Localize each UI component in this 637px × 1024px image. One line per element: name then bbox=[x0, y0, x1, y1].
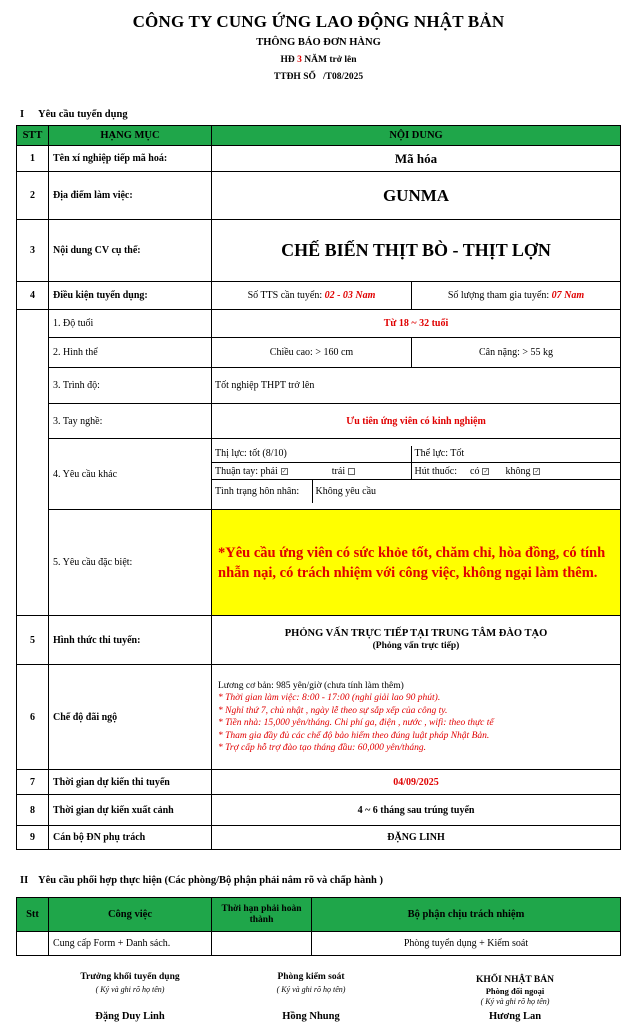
row-label: Chế độ đãi ngộ bbox=[49, 665, 212, 770]
row-label: Địa điểm làm việc: bbox=[49, 172, 212, 220]
section-1-text: Yêu cầu tuyển dụng bbox=[38, 109, 128, 120]
workplace-value: GUNMA bbox=[212, 172, 621, 220]
contract-term bbox=[0, 55, 637, 65]
signature-title: Phòng kiểm soát bbox=[277, 972, 345, 982]
row-stt: 6 bbox=[17, 665, 49, 770]
row-stt: 5 bbox=[17, 616, 49, 665]
document-header bbox=[0, 12, 637, 82]
col-dept: Bộ phận chịu trách nhiệm bbox=[312, 898, 621, 932]
special-req-label: 5. Yêu cầu đặc biệt: bbox=[49, 510, 212, 616]
section-1-roman: I bbox=[20, 109, 25, 120]
table-row bbox=[17, 795, 621, 826]
trainees-needed bbox=[212, 282, 412, 310]
row-stt: 3 bbox=[17, 220, 49, 282]
row-label: Nội dung CV cụ thể: bbox=[49, 220, 212, 282]
eyesight-value: Thị lực: tốt (8/10) bbox=[212, 446, 411, 463]
table-row bbox=[17, 310, 621, 338]
row-label: Điều kiện tuyển dụng: bbox=[49, 282, 212, 310]
table-row bbox=[17, 439, 621, 510]
candidates-count bbox=[412, 282, 621, 310]
smoking bbox=[411, 463, 620, 480]
fitness-value: Thể lực: Tốt bbox=[411, 446, 620, 463]
skill-value: Ưu tiên ứng viên có kinh nghiệm bbox=[212, 404, 621, 439]
benefit-line: * Trợ cấp hỗ trợ đào tạo tháng đầu: 60,000 yên/tháng. bbox=[218, 743, 427, 753]
other-req-table bbox=[212, 446, 620, 503]
contract-suffix: NĂM trở lên bbox=[304, 55, 357, 65]
coordination-table bbox=[16, 897, 621, 956]
signature-recruitment bbox=[50, 972, 210, 1022]
signature-note: ( Ký và ghi rõ họ tên) bbox=[95, 985, 165, 994]
col-stt: STT bbox=[17, 126, 49, 146]
signature-subtitle: Phòng đối ngoại bbox=[485, 986, 545, 996]
benefit-line: * Thời gian làm việc: 8:00 - 17:00 (nghỉ giải lao 90 phút). bbox=[218, 693, 441, 703]
row-stt: 2 bbox=[17, 172, 49, 220]
officer-value: ĐẶNG LINH bbox=[212, 826, 621, 850]
age-label: 1. Độ tuổi bbox=[49, 310, 212, 338]
other-req-content bbox=[212, 439, 621, 510]
section-1-title bbox=[16, 109, 128, 120]
benefits-content bbox=[212, 665, 621, 770]
signer-name: Hương Lan bbox=[488, 1011, 542, 1022]
company-code-value: Mã hóa bbox=[212, 146, 621, 172]
table-header-row bbox=[17, 898, 621, 932]
signer-name: Hồng Nhung bbox=[282, 1011, 340, 1022]
order-number: TTĐH SỐ /T08/2025 bbox=[273, 72, 364, 82]
candidates-count-label: Số lượng tham gia tuyển: bbox=[447, 290, 550, 301]
trainees-needed-value: 02 - 03 Nam bbox=[324, 290, 376, 301]
exam-format bbox=[212, 616, 621, 665]
benefit-line: * Tiền nhà: 15,000 yên/tháng. Chi phí ga, điện , nước , wifi: theo thực tế bbox=[218, 718, 494, 728]
table-row bbox=[17, 770, 621, 795]
signature-note: ( Ký và ghi rõ họ tên) bbox=[276, 985, 346, 994]
company-name: CÔNG TY CUNG ỨNG LAO ĐỘNG NHẬT BẢN bbox=[132, 12, 505, 31]
row-stt: 7 bbox=[17, 770, 49, 795]
table-row bbox=[17, 338, 621, 368]
checked-box-icon[interactable]: ✓ bbox=[281, 468, 287, 475]
height-value: Chiều cao: > 160 cm bbox=[212, 338, 412, 368]
smoke-yes-label: có bbox=[470, 465, 480, 477]
body-label: 2. Hình thể bbox=[49, 338, 212, 368]
row-label: Cán bộ ĐN phụ trách bbox=[49, 826, 212, 850]
row-label: Thời gian dự kiến thi tuyển bbox=[49, 770, 212, 795]
education-value: Tốt nghiệp THPT trở lên bbox=[212, 368, 621, 404]
skill-label: 3. Tay nghề: bbox=[49, 404, 212, 439]
table-row bbox=[17, 172, 621, 220]
unchecked-box-icon[interactable] bbox=[348, 468, 355, 475]
checked-box-icon[interactable]: ✓ bbox=[534, 468, 540, 475]
row-stt: 8 bbox=[17, 795, 49, 826]
contract-prefix: HĐ bbox=[280, 55, 295, 65]
col-task: Công việc bbox=[49, 898, 212, 932]
job-content-value: CHẾ BIẾN THỊT BÒ - THỊT LỢN bbox=[212, 220, 621, 282]
dept-value: Phòng tuyển dụng + Kiểm soát bbox=[312, 932, 621, 956]
signature-japan bbox=[435, 975, 595, 1022]
table-row bbox=[17, 616, 621, 665]
document-subtitle: THÔNG BÁO ĐƠN HÀNG bbox=[256, 37, 381, 48]
table-row bbox=[17, 932, 621, 956]
signature-control bbox=[231, 972, 391, 1022]
exam-format-note: (Phỏng vấn trực tiếp) bbox=[372, 641, 460, 651]
exam-date-value: 04/09/2025 bbox=[212, 770, 621, 795]
empty-stt-cell bbox=[17, 310, 49, 616]
table-row bbox=[17, 510, 621, 616]
deadline-value bbox=[212, 932, 312, 956]
row-stt: 1 bbox=[17, 146, 49, 172]
table-header-row bbox=[17, 126, 621, 146]
signature-note: ( Ký và ghi rõ họ tên) bbox=[480, 997, 550, 1006]
trainees-needed-label: Số TTS cần tuyển: bbox=[247, 290, 323, 301]
table-row bbox=[17, 368, 621, 404]
table-row bbox=[17, 665, 621, 770]
section-2-title bbox=[16, 875, 383, 886]
table-row bbox=[17, 146, 621, 172]
signature-title: KHỐI NHẬT BẢN bbox=[476, 975, 554, 985]
education-label: 3. Trình độ: bbox=[49, 368, 212, 404]
row-stt: 4 bbox=[17, 282, 49, 310]
col-item: HẠNG MỤC bbox=[49, 126, 212, 146]
other-req-label: 4. Yêu cầu khác bbox=[49, 439, 212, 510]
hand-right-label: Thuận tay: phải bbox=[215, 465, 278, 477]
table-row bbox=[17, 826, 621, 850]
exam-format-value: PHỎNG VẤN TRỰC TIẾP TẠI TRUNG TÂM ĐÀO TẠO bbox=[284, 628, 548, 639]
signature-title: Trưởng khối tuyển dụng bbox=[80, 972, 180, 982]
special-req-value: *Yêu cầu ứng viên có sức khỏe tốt, chăm chỉ, hòa đồng, có tính nhẫn nại, có trách nhiệm với công việc, không ngại làm thêm. bbox=[212, 510, 621, 616]
empty-stt-cell bbox=[17, 932, 49, 956]
hand-left-label: trái bbox=[331, 465, 346, 477]
table-row bbox=[17, 220, 621, 282]
row-label: Thời gian dự kiến xuất cảnh bbox=[49, 795, 212, 826]
age-value: Từ 18 ~ 32 tuổi bbox=[212, 310, 621, 338]
requirements-table bbox=[16, 125, 621, 850]
checked-box-icon[interactable]: ✓ bbox=[483, 468, 489, 475]
row-stt: 9 bbox=[17, 826, 49, 850]
table-row bbox=[17, 282, 621, 310]
task-value: Cung cấp Form + Danh sách. bbox=[49, 932, 212, 956]
smoke-no-label: không bbox=[505, 465, 531, 477]
benefit-line: * Tham gia đầy đủ các chế độ bảo hiểm theo đúng luật pháp Nhật Bản. bbox=[218, 730, 490, 741]
table-row bbox=[17, 404, 621, 439]
benefit-line: * Nghỉ thứ 7, chủ nhật , ngày lễ theo sự sắp xếp của công ty. bbox=[218, 705, 448, 716]
section-2-text: Yêu cầu phối hợp thực hiện (Các phòng/Bộ phận phải nắm rõ và chấp hành ) bbox=[38, 875, 383, 886]
departure-value: 4 ~ 6 tháng sau trúng tuyển bbox=[212, 795, 621, 826]
smoke-label: Hút thuốc: bbox=[414, 465, 458, 477]
row-label: Hình thức thi tuyển: bbox=[49, 616, 212, 665]
col-content: NỘI DUNG bbox=[212, 126, 621, 146]
col-deadline: Thời hạn phải hoàn thành bbox=[212, 898, 312, 932]
row-label: Tên xí nghiệp tiếp mã hoá: bbox=[49, 146, 212, 172]
col-stt: Stt bbox=[17, 898, 49, 932]
handedness bbox=[212, 463, 411, 480]
marital-value: Không yêu cầu bbox=[312, 480, 620, 503]
section-2-roman: II bbox=[20, 875, 29, 886]
contract-years: 3 bbox=[297, 55, 302, 65]
marital-label: Tình trạng hôn nhân: bbox=[212, 480, 312, 503]
candidates-count-value: 07 Nam bbox=[551, 290, 585, 301]
weight-value: Cân nặng: > 55 kg bbox=[412, 338, 621, 368]
salary-value: Lương cơ bản: 985 yên/giờ (chưa tính làm thêm) bbox=[218, 680, 404, 691]
signer-name: Đặng Duy Linh bbox=[95, 1011, 165, 1022]
